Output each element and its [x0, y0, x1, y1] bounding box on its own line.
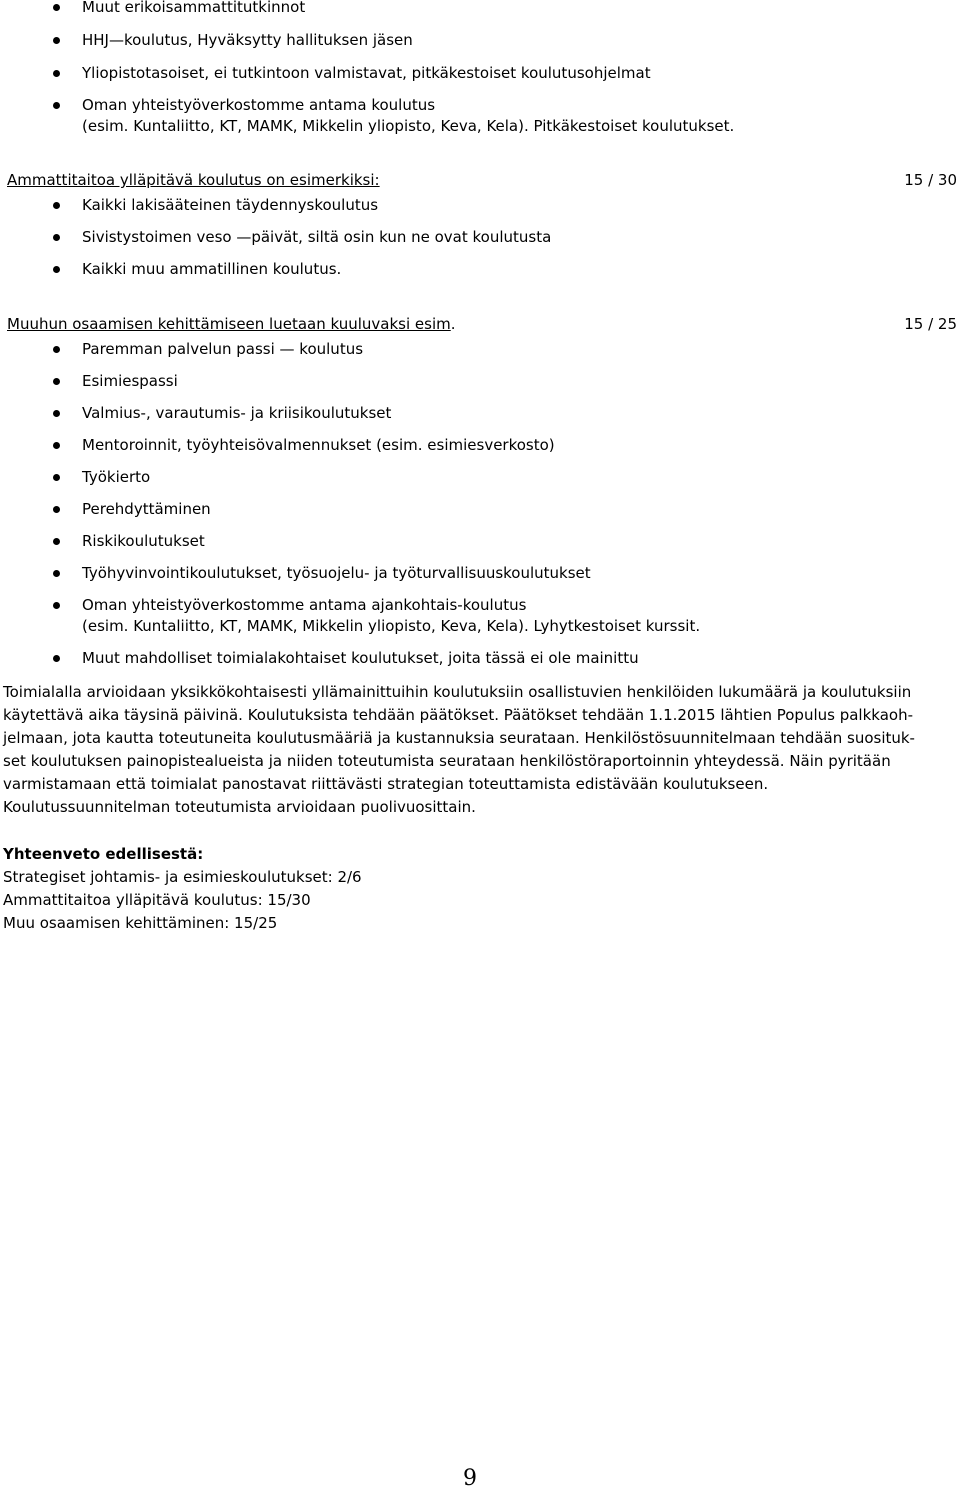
paragraph-line: set koulutuksen painopistealueista ja niiden toteutumista seurataan henkilöstöraportoinnin yhteydessä. Näin pyritään — [3, 752, 891, 770]
bullet-icon — [53, 410, 60, 417]
list-item: Paremman palvelun passi — koulutus — [0, 339, 900, 371]
bullet-icon — [53, 506, 60, 513]
bullet-icon — [53, 266, 60, 273]
bullet-icon — [53, 602, 60, 609]
bullet-icon — [53, 442, 60, 449]
bullet-icon — [53, 474, 60, 481]
bullet-icon — [53, 102, 60, 109]
list-item: Riskikoulutukset — [0, 531, 900, 563]
paragraph-line: käytettävä aika täysinä päivinä. Koulutuksista tehdään päätökset. Päätökset tehdään 1.1.2015 lähtien Populus palkkaoh- — [3, 706, 913, 724]
section-title-other-development: Muuhun osaamisen kehittämiseen luetaan kuuluvaksi esim. — [7, 315, 456, 333]
list-item: Valmius-, varautumis- ja kriisikoulutukset — [0, 403, 900, 435]
summary-line: Muu osaamisen kehittäminen: 15/25 — [3, 914, 278, 932]
summary-line: Strategiset johtamis- ja esimieskoulutukset: 2/6 — [3, 868, 362, 886]
list-item: Mentoroinnit, työyhteisövalmennukset (esim. esimiesverkosto) — [0, 435, 900, 467]
list-item: Yliopistotasoiset, ei tutkintoon valmistavat, pitkäkestoiset koulutusohjelmat — [0, 63, 900, 95]
list-item: Muut mahdolliset toimialakohtaiset koulutukset, joita tässä ei ole mainittu — [0, 648, 900, 672]
bullet-icon — [53, 655, 60, 662]
section2-list — [0, 339, 900, 672]
bullet-icon — [53, 202, 60, 209]
paragraph-line: jelmaan, jota kautta toteutuneita koulutusmääriä ja kustannuksia seurataan. Henkilöstösuunnitelmaan tehdään suosituk- — [3, 729, 915, 747]
list-item: Oman yhteistyöverkostomme antama ajankohtais-koulutus — [0, 595, 900, 616]
bullet-icon — [53, 37, 60, 44]
list-item: Oman yhteistyöverkostomme antama koulutus — [0, 95, 900, 116]
summary-section — [3, 843, 362, 935]
body-paragraph — [3, 681, 933, 819]
list-item: Kaikki muu ammatillinen koulutus. — [0, 259, 900, 291]
top-bullet-list — [0, 0, 900, 137]
section1-list — [0, 195, 900, 291]
bullet-icon — [53, 570, 60, 577]
section-score: 15 / 25 — [904, 315, 957, 333]
bullet-icon — [53, 234, 60, 241]
list-item-continuation: (esim. Kuntaliitto, KT, MAMK, Mikkelin yliopisto, Keva, Kela). Pitkäkestoiset koulutukset. — [82, 117, 735, 135]
bullet-icon — [53, 4, 60, 11]
paragraph-line: varmistamaan että toimialat panostavat riittävästi strategian toteuttamista edistävään koulutukseen. — [3, 775, 769, 793]
paragraph-line: Koulutussuunnitelman toteutumista arvioidaan puolivuosittain. — [3, 798, 476, 816]
bullet-icon — [53, 378, 60, 385]
list-item: Työhyvinvointikoulutukset, työsuojelu- ja työturvallisuuskoulutukset — [0, 563, 900, 595]
bullet-icon — [53, 346, 60, 353]
paragraph-line: Toimialalla arvioidaan yksikkökohtaisesti yllämainittuihin koulutuksiin osallistuvien henkilöiden lukumäärä ja koulutuksiin — [3, 683, 912, 701]
section-title-maintenance-training: Ammattitaitoa ylläpitävä koulutus on esimerkiksi: — [7, 171, 380, 189]
page-number: 9 — [463, 1466, 477, 1491]
list-item: Muut erikoisammattitutkinnot — [0, 0, 900, 30]
list-item: Kaikki lakisääteinen täydennyskoulutus — [0, 195, 900, 227]
list-item: Työkierto — [0, 467, 900, 499]
section-score: 15 / 30 — [904, 171, 957, 189]
list-item: Esimiespassi — [0, 371, 900, 403]
list-item: Sivistystoimen veso —päivät, siltä osin kun ne ovat koulutusta — [0, 227, 900, 259]
list-item: HHJ—koulutus, Hyväksytty hallituksen jäsen — [0, 30, 900, 63]
bullet-icon — [53, 70, 60, 77]
list-item: Perehdyttäminen — [0, 499, 900, 531]
list-item-continuation: (esim. Kuntaliitto, KT, MAMK, Mikkelin yliopisto, Keva, Kela). Lyhytkestoiset kurssit. — [82, 617, 701, 635]
bullet-icon — [53, 538, 60, 545]
summary-line: Ammattitaitoa ylläpitävä koulutus: 15/30 — [3, 891, 311, 909]
summary-title: Yhteenveto edellisestä: — [3, 845, 204, 863]
